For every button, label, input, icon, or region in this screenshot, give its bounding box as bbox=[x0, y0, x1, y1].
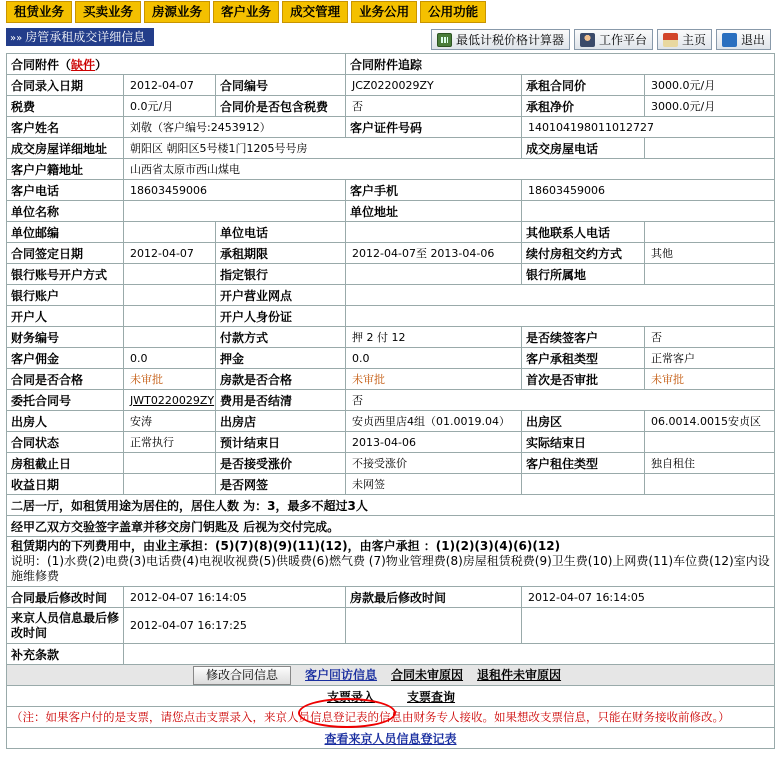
entrust-no-link[interactable]: JWT0220029ZY bbox=[124, 390, 216, 411]
visitor-registration-link[interactable]: 查看来京人员信息登记表 bbox=[324, 731, 457, 746]
plan-end-value: 2013-04-06 bbox=[346, 432, 522, 453]
bank-value bbox=[346, 264, 522, 285]
table-row bbox=[7, 243, 775, 264]
company-phone-label: 单位电话 bbox=[216, 222, 346, 243]
customer-id-label: 客户证件号码 bbox=[346, 117, 522, 138]
room-end-value bbox=[124, 453, 216, 474]
cheque-notice: （注：如果客户付的是支票，请您点击支票录入，来京人员信息登记表的信息由财务专人接收。如果想改支票信息，只能在财务接收前修改。） bbox=[7, 707, 775, 728]
deposit-value: 0.0 bbox=[346, 348, 522, 369]
plan-end-label: 预计结束日 bbox=[216, 432, 346, 453]
tax-label: 税费 bbox=[7, 96, 124, 117]
contract-no-label: 合同编号 bbox=[216, 75, 346, 96]
extra-terms-label: 补充条款 bbox=[7, 644, 124, 665]
other-contact-label: 其他联系人电话 bbox=[522, 222, 645, 243]
bank-branch-value bbox=[346, 285, 775, 306]
empty-cell bbox=[522, 608, 775, 644]
commission-label: 客户佣金 bbox=[7, 348, 124, 369]
page-title-text: 房管承租成交详细信息 bbox=[25, 30, 146, 44]
table-row bbox=[7, 75, 775, 96]
first-review-value: 未审批 bbox=[645, 369, 775, 390]
table-row bbox=[7, 707, 775, 728]
customer-type-value: 正常客户 bbox=[645, 348, 775, 369]
workbench-label: 工作平台 bbox=[598, 33, 647, 47]
cheque-entry-link[interactable]: 支票录入 bbox=[327, 689, 376, 704]
visitor-reg-row bbox=[7, 728, 775, 749]
bank-type-value bbox=[124, 264, 216, 285]
table-row bbox=[7, 327, 775, 348]
note-fees-cell bbox=[7, 537, 775, 587]
net-sign-label: 是否网签 bbox=[216, 474, 346, 495]
table-row bbox=[7, 665, 775, 686]
tax-included-value: 否 bbox=[346, 96, 522, 117]
table-row bbox=[7, 495, 775, 516]
nav-tab-rental[interactable]: 租赁业务 bbox=[6, 1, 72, 23]
empty-cell bbox=[346, 608, 522, 644]
mobile-value: 18603459006 bbox=[522, 180, 775, 201]
house-phone-value bbox=[645, 138, 775, 159]
missing-attachment-link[interactable]: 缺件 bbox=[71, 57, 96, 72]
company-phone-value bbox=[346, 222, 522, 243]
contract-detail-table bbox=[6, 53, 775, 749]
top-navigation bbox=[0, 0, 775, 24]
exit-label: 退出 bbox=[740, 33, 765, 47]
rent-price-value: 3000.0元/月 bbox=[645, 75, 775, 96]
table-row bbox=[7, 54, 775, 75]
home-label: 主页 bbox=[681, 33, 706, 47]
cheque-query-link[interactable]: 支票查询 bbox=[407, 689, 456, 704]
room-end-label: 房租截止日 bbox=[7, 453, 124, 474]
record-date-value: 2012-04-07 bbox=[124, 75, 216, 96]
company-address-value bbox=[522, 201, 775, 222]
nav-tab-common-business[interactable]: 业务公用 bbox=[351, 1, 417, 23]
company-zip-value bbox=[124, 222, 216, 243]
extra-terms-value bbox=[124, 644, 775, 665]
table-row bbox=[7, 96, 775, 117]
customer-type-label: 客户承租类型 bbox=[522, 348, 645, 369]
fee-modified-value: 2012-04-07 16:14:05 bbox=[522, 587, 775, 608]
first-review-label: 首次是否审批 bbox=[522, 369, 645, 390]
fee-ok-value: 未审批 bbox=[346, 369, 522, 390]
table-row bbox=[7, 222, 775, 243]
holder-id-label: 开户人身份证 bbox=[216, 306, 346, 327]
table-row bbox=[7, 201, 775, 222]
term-label: 承租期限 bbox=[216, 243, 346, 264]
company-label: 单位名称 bbox=[7, 201, 124, 222]
table-row bbox=[7, 348, 775, 369]
out-area-value: 06.0014.0015安贞区 bbox=[645, 411, 775, 432]
settled-label: 费用是否结清 bbox=[216, 390, 346, 411]
sign-date-value: 2012-04-07 bbox=[124, 243, 216, 264]
table-row bbox=[7, 180, 775, 201]
net-rent-value: 3000.0元/月 bbox=[645, 96, 775, 117]
fee-ok-label: 房款是否合格 bbox=[216, 369, 346, 390]
net-rent-label: 承租净价 bbox=[522, 96, 645, 117]
payment-label: 付款方式 bbox=[216, 327, 346, 348]
out-person-value: 安涛 bbox=[124, 411, 216, 432]
deposit-label: 押金 bbox=[216, 348, 346, 369]
visitor-modified-value: 2012-04-07 16:17:25 bbox=[124, 608, 346, 644]
sign-date-label: 合同签定日期 bbox=[7, 243, 124, 264]
company-address-label: 单位地址 bbox=[346, 201, 522, 222]
contract-ok-value: 未审批 bbox=[124, 369, 216, 390]
workbench-button[interactable] bbox=[574, 29, 653, 50]
rent-price-label: 承租合同价 bbox=[522, 75, 645, 96]
origin-label: 客户户籍地址 bbox=[7, 159, 124, 180]
calculator-icon bbox=[437, 33, 452, 47]
toolbar bbox=[430, 29, 771, 51]
house-phone-label: 成交房屋电话 bbox=[522, 138, 645, 159]
address-value: 朝阳区 朝阳区5号楼1门1205号号房 bbox=[124, 138, 522, 159]
page-title bbox=[6, 28, 154, 46]
fee-modified-label: 房款最后修改时间 bbox=[346, 587, 522, 608]
company-zip-label: 单位邮编 bbox=[7, 222, 124, 243]
net-sign-value: 未网签 bbox=[346, 474, 522, 495]
table-row bbox=[7, 138, 775, 159]
holder-value bbox=[124, 306, 216, 327]
term-value: 2012-04-07至 2013-04-06 bbox=[346, 243, 522, 264]
table-row bbox=[7, 644, 775, 665]
table-row bbox=[7, 285, 775, 306]
receive-date-label: 收益日期 bbox=[7, 474, 124, 495]
contract-no-value: JCZ0220029ZY bbox=[346, 75, 522, 96]
nav-tab-customers[interactable]: 客户业务 bbox=[213, 1, 279, 23]
out-person-label: 出房人 bbox=[7, 411, 124, 432]
entrust-no-label: 委托合同号 bbox=[7, 390, 124, 411]
bank-branch-label: 开户营业网点 bbox=[216, 285, 346, 306]
company-value bbox=[124, 201, 346, 222]
contract-ok-label: 合同是否合格 bbox=[7, 369, 124, 390]
renew-label: 续付房租交约方式 bbox=[522, 243, 645, 264]
revisit-info-link[interactable]: 客户回访信息 bbox=[305, 667, 378, 682]
bank-account-value bbox=[124, 285, 216, 306]
bank-label: 指定银行 bbox=[216, 264, 346, 285]
live-type-value: 独自租住 bbox=[645, 453, 775, 474]
empty-cell bbox=[522, 474, 645, 495]
note-fees-split: 租赁期内的下列费用中，由业主承担：(5)(7)(8)(9)(11)(12)，由客户承担 ：(1)(2)(3)(4)(6)(12) bbox=[11, 539, 561, 553]
table-row bbox=[7, 264, 775, 285]
table-row bbox=[7, 117, 775, 138]
contract-modified-value: 2012-04-07 16:14:05 bbox=[124, 587, 346, 608]
bank-location-label: 银行所属地 bbox=[522, 264, 645, 285]
payment-value: 押 2 付 12 bbox=[346, 327, 522, 348]
table-row bbox=[7, 453, 775, 474]
nav-tab-listings[interactable]: 房源业务 bbox=[144, 1, 210, 23]
action-row bbox=[7, 665, 775, 686]
table-row bbox=[7, 432, 775, 453]
bank-location-value bbox=[645, 264, 775, 285]
out-area-label: 出房区 bbox=[522, 411, 645, 432]
customer-name-label: 客户姓名 bbox=[7, 117, 124, 138]
contract-modified-label: 合同最后修改时间 bbox=[7, 587, 124, 608]
bank-type-label: 银行账号开户方式 bbox=[7, 264, 124, 285]
customer-id-value: 14010419801101272​7 bbox=[522, 117, 775, 138]
not-reviewed-reason-link[interactable]: 合同未审原因 bbox=[391, 667, 464, 682]
table-row bbox=[7, 728, 775, 749]
table-row bbox=[7, 608, 775, 644]
record-date-label: 合同录入日期 bbox=[7, 75, 124, 96]
real-end-value bbox=[645, 432, 775, 453]
resign-label: 是否续签客户 bbox=[522, 327, 645, 348]
other-contact-value bbox=[645, 222, 775, 243]
out-store-label: 出房店 bbox=[216, 411, 346, 432]
origin-value: 山西省太原市西山煤电 bbox=[124, 159, 775, 180]
finance-no-label: 财务编号 bbox=[7, 327, 124, 348]
address-label: 成交房屋详细地址 bbox=[7, 138, 124, 159]
table-row bbox=[7, 587, 775, 608]
exit-icon bbox=[722, 33, 737, 47]
table-row bbox=[7, 306, 775, 327]
modify-contract-button[interactable]: 修改合同信息 bbox=[193, 666, 291, 685]
table-row bbox=[7, 516, 775, 537]
table-row bbox=[7, 411, 775, 432]
note-fees-legend: 说明：(1)水费(2)电费(3)电话费(4)电视收视费(5)供暖费(6)燃气费 (7)物业管理费(8)房屋租赁税费(9)卫生费(10)上网费(11)车位费(12)室内设施维修费 bbox=[11, 554, 770, 583]
double-arrow-icon: »» bbox=[10, 33, 23, 44]
status-value: 正常执行 bbox=[124, 432, 216, 453]
phone-label: 客户电话 bbox=[7, 180, 124, 201]
status-label: 合同状态 bbox=[7, 432, 124, 453]
real-end-label: 实际结束日 bbox=[522, 432, 645, 453]
user-icon bbox=[580, 33, 595, 47]
price-rise-label: 是否接受涨价 bbox=[216, 453, 346, 474]
holder-id-value bbox=[346, 306, 775, 327]
visitor-modified-label: 来京人员信息最后修改时间 bbox=[7, 608, 124, 644]
tax-calculator-button[interactable] bbox=[431, 29, 570, 50]
resign-value: 否 bbox=[645, 327, 775, 348]
live-type-label: 客户租住类型 bbox=[522, 453, 645, 474]
note-occupants: 二居一厅，如租赁用途为居住的，居住人数 为：3，最多不超过3人 bbox=[7, 495, 775, 516]
table-row bbox=[7, 537, 775, 587]
table-row bbox=[7, 474, 775, 495]
note-delivery: 经甲乙双方交验签字盖章并移交房门钥匙及 后视为交付完成。 bbox=[7, 516, 775, 537]
finance-no-value bbox=[124, 327, 216, 348]
phone-value: 18603459006 bbox=[124, 180, 346, 201]
attachment-tracking-label[interactable]: 合同附件追踪 bbox=[346, 54, 775, 75]
out-store-value: 安贞西里店4组（01.0019.04） bbox=[346, 411, 522, 432]
tax-value: 0.0元/月 bbox=[124, 96, 216, 117]
table-row bbox=[7, 390, 775, 411]
customer-name-value[interactable]: 刘敬（客户编号:2453912） bbox=[124, 117, 346, 138]
nav-tab-deals[interactable]: 成交管理 bbox=[282, 1, 348, 23]
price-rise-value: 不接受涨价 bbox=[346, 453, 522, 474]
exit-button[interactable] bbox=[716, 29, 771, 50]
nav-tab-sales[interactable]: 买卖业务 bbox=[75, 1, 141, 23]
tax-included-label: 合同价是否包含税费 bbox=[216, 96, 346, 117]
home-button[interactable] bbox=[657, 29, 712, 50]
table-row bbox=[7, 159, 775, 180]
mobile-label: 客户手机 bbox=[346, 180, 522, 201]
attachment-not-reviewed-link[interactable]: 退租件未审原因 bbox=[477, 667, 562, 682]
commission-value: 0.0 bbox=[124, 348, 216, 369]
empty-cell bbox=[645, 474, 775, 495]
tax-calculator-label: 最低计税价格计算器 bbox=[455, 33, 564, 47]
table-row bbox=[7, 686, 775, 707]
attachment-label: 合同附件 bbox=[11, 57, 60, 72]
attachment-cell: 合同附件（缺件） bbox=[7, 54, 346, 75]
table-row bbox=[7, 369, 775, 390]
settled-value: 否 bbox=[346, 390, 775, 411]
renew-value: 其他 bbox=[645, 243, 775, 264]
receive-date-value bbox=[124, 474, 216, 495]
nav-tab-common-functions[interactable]: 公用功能 bbox=[420, 1, 486, 23]
bank-account-label: 银行账户 bbox=[7, 285, 124, 306]
holder-label: 开户人 bbox=[7, 306, 124, 327]
home-icon bbox=[663, 33, 678, 47]
cheque-row bbox=[7, 686, 775, 707]
